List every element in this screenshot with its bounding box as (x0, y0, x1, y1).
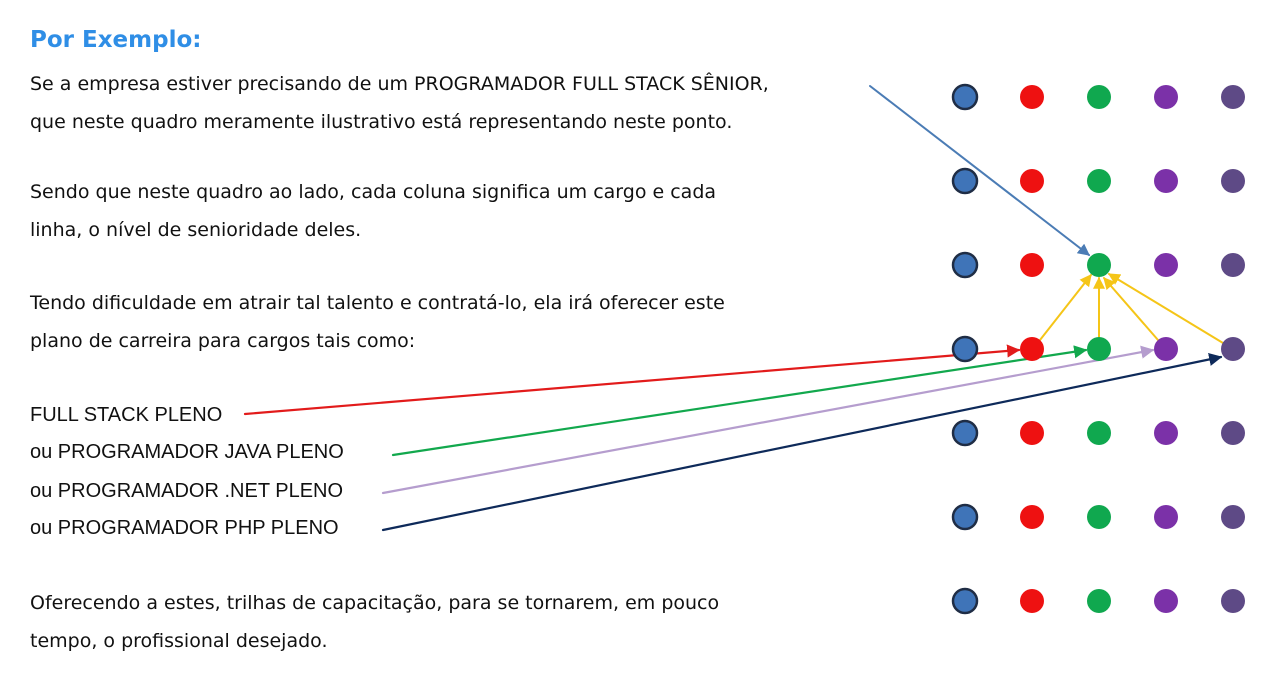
grid-dot-r4-c3-fullstack (1087, 337, 1111, 361)
role-full-stack-pleno: FULL STACK PLENO (30, 404, 223, 426)
arrow-senior-target (870, 86, 1089, 255)
dots-layer (953, 85, 1245, 613)
grid-dot-r7-c5-php (1221, 589, 1245, 613)
grid-dot-r1-c5-php (1221, 85, 1245, 109)
paragraph-training-tracks-line2: tempo, o profissional desejado. (30, 630, 328, 652)
paragraph-grid-explanation-line2: linha, o nível de senioridade deles. (30, 219, 362, 241)
paragraph-career-plan (30, 284, 725, 360)
paragraph-career-plan-line1: Tendo dificuldade em atrair tal talento e contratá-lo, ela irá oferecer este (30, 292, 725, 314)
paragraph-grid-explanation-line1: Sendo que neste quadro ao lado, cada coluna significa um cargo e cada (30, 181, 717, 203)
grid-dot-r7-c2-frontend (1020, 589, 1044, 613)
grid-dot-r3-c3-fullstack (1087, 253, 1111, 277)
grid-dot-r5-c1-dev (953, 421, 977, 445)
grid-dot-r3-c5-php (1221, 253, 1245, 277)
grid-dot-r6-c5-php (1221, 505, 1245, 529)
role-dotnet-pleno: ou PROGRAMADOR .NET PLENO (30, 480, 344, 502)
paragraph-grid-explanation (30, 173, 716, 249)
grid-dot-r5-c3-fullstack (1087, 421, 1111, 445)
paragraph-senior-request (30, 65, 769, 141)
grid-dot-r2-c3-fullstack (1087, 169, 1111, 193)
grid-dot-r4-c4-java-net (1154, 337, 1178, 361)
arrow-promotion-frontend (1040, 275, 1091, 340)
grid-dot-r3-c4-java-net (1154, 253, 1178, 277)
paragraph-training-tracks (30, 584, 719, 660)
grid-dot-r3-c1-dev (953, 253, 977, 277)
role-java-pleno: ou PROGRAMADOR JAVA PLENO (30, 441, 344, 463)
grid-dot-r2-c1-dev (953, 169, 977, 193)
grid-dot-r4-c5-php (1221, 337, 1245, 361)
grid-dot-r1-c4-java-net (1154, 85, 1178, 109)
grid-dot-r4-c2-frontend (1020, 337, 1044, 361)
grid-dot-r1-c3-fullstack (1087, 85, 1111, 109)
grid-dot-r5-c4-java-net (1154, 421, 1178, 445)
grid-dot-r6-c1-dev (953, 505, 977, 529)
paragraph-senior-request-line2: que neste quadro meramente ilustrativo está representando neste ponto. (30, 111, 733, 133)
grid-dot-r5-c2-frontend (1020, 421, 1044, 445)
grid-dot-r6-c2-frontend (1020, 505, 1044, 529)
heading-por-exemplo: Por Exemplo: (30, 27, 202, 53)
arrow-role-java (393, 350, 1086, 455)
grid-dot-r1-c1-dev (953, 85, 977, 109)
grid-dot-r2-c2-frontend (1020, 169, 1044, 193)
paragraph-career-plan-line2: plano de carreira para cargos tais como: (30, 330, 416, 352)
grid-dot-r4-c1-dev (953, 337, 977, 361)
grid-dot-r5-c5-php (1221, 421, 1245, 445)
arrow-promotion-php (1109, 274, 1223, 343)
grid-dot-r2-c4-java-net (1154, 169, 1178, 193)
grid-dot-r6-c4-java-net (1154, 505, 1178, 529)
grid-dot-r2-c5-php (1221, 169, 1245, 193)
grid-dot-r7-c4-java-net (1154, 589, 1178, 613)
grid-dot-r6-c3-fullstack (1087, 505, 1111, 529)
paragraph-training-tracks-line1: Oferecendo a estes, trilhas de capacitação, para se tornarem, em pouco (30, 592, 720, 614)
grid-dot-r3-c2-frontend (1020, 253, 1044, 277)
grid-dot-r7-c3-fullstack (1087, 589, 1111, 613)
paragraph-senior-request-line1: Se a empresa estiver precisando de um PROGRAMADOR FULL STACK SÊNIOR, (30, 73, 769, 95)
grid-dot-r7-c1-dev (953, 589, 977, 613)
role-php-pleno: ou PROGRAMADOR PHP PLENO (30, 517, 339, 539)
grid-dot-r1-c2-frontend (1020, 85, 1044, 109)
